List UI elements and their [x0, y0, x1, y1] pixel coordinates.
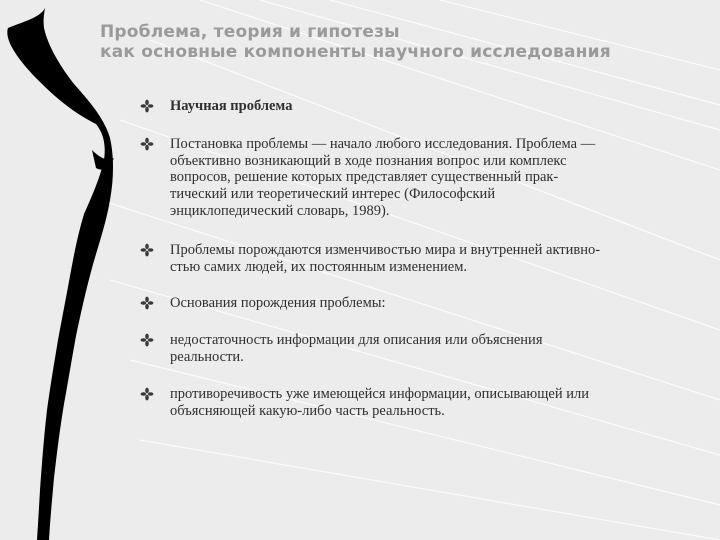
- bullet-item-problem-grounds: [140, 295, 610, 312]
- bullet-text: недостаточность информации для описания или объяснения реальности.: [170, 332, 543, 365]
- bullet-item-insufficient-information: [140, 332, 610, 366]
- diamond-bullet-icon: [140, 99, 154, 113]
- bullet-item-problem-statement: [140, 136, 610, 220]
- diamond-bullet-icon: [140, 333, 154, 347]
- bullet-text: Научная проблема: [170, 98, 293, 114]
- bullet-list: [140, 98, 610, 419]
- slide-title-line-1: Проблема, теория и гипотезы: [100, 22, 400, 42]
- diamond-bullet-icon: [140, 137, 154, 151]
- bullet-text: Постановка проблемы — начало любого исследования. Проблема — объективно возникающий в ходе познания вопрос или комплекс вопросов, решение которых представляет существенный прак-тический или теоретический интерес (Философский энциклопедический словарь, 1989).: [170, 135, 596, 219]
- diamond-bullet-icon: [140, 296, 154, 310]
- bullet-item-contradictory-information: [140, 386, 610, 420]
- black-brush-stroke: [7, 8, 113, 540]
- bullet-item-problem-origin: [140, 242, 610, 276]
- bullet-text: противоречивость уже имеющейся информации, описывающей или объясняющей какую-либо часть реальность.: [170, 385, 589, 419]
- slide-title-line-2: как основные компоненты научного исследования: [100, 42, 611, 62]
- bullet-item-scientific-problem: [140, 98, 610, 115]
- slide-title: [100, 22, 700, 62]
- bullet-text: Проблемы порождаются изменчивостью мира и внутренней активно-стью самих людей, их постоянным изменением.: [170, 241, 601, 275]
- bullet-text: Основания порождения проблемы:: [170, 295, 386, 312]
- diamond-bullet-icon: [140, 243, 154, 257]
- diamond-bullet-icon: [140, 387, 154, 401]
